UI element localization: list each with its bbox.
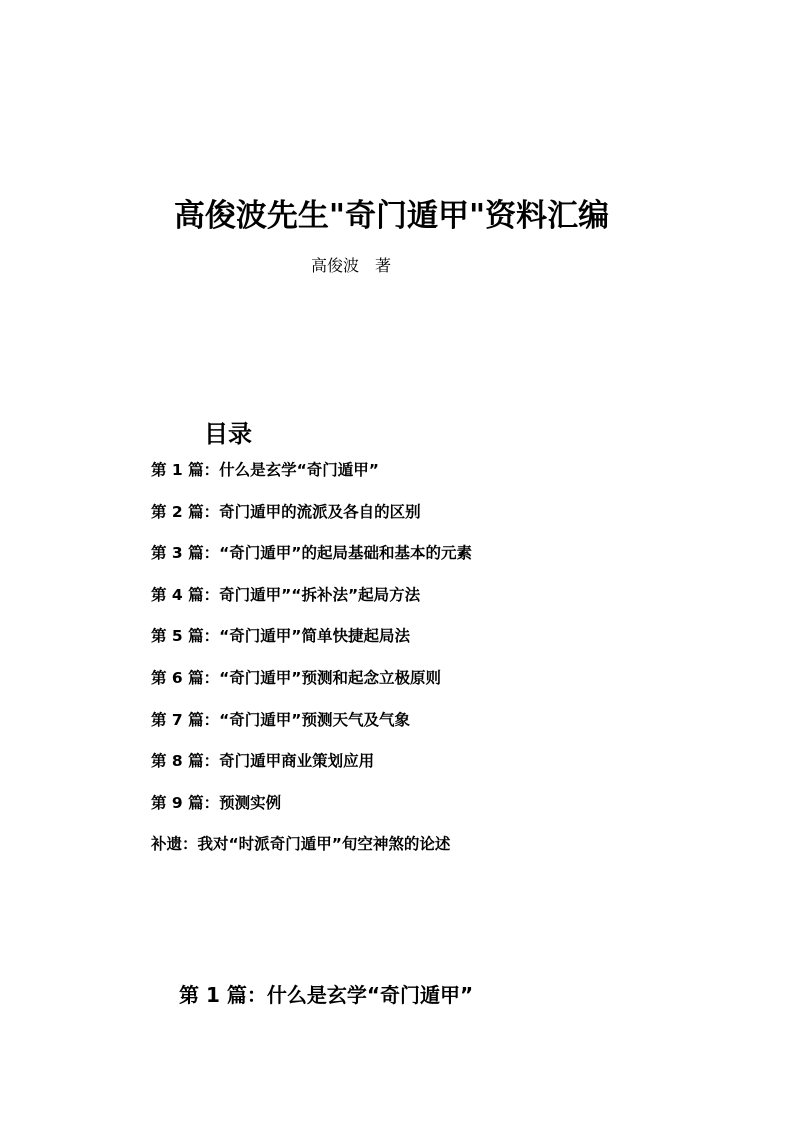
toc-item-5[interactable]: 第 5 篇：“奇门遁甲”简单快捷起局法 [151, 627, 410, 646]
toc-item-6[interactable]: 第 6 篇：“奇门遁甲”预测和起念立极原则 [151, 668, 441, 687]
toc-item-7[interactable]: 第 7 篇：“奇门遁甲”预测天气及气象 [151, 710, 410, 729]
document-title: 高俊波先生"奇门遁甲"资料汇编 [173, 198, 610, 234]
table-of-contents [151, 461, 472, 877]
toc-item-3[interactable]: 第 3 篇：“奇门遁甲”的起局基础和基本的元素 [151, 544, 472, 563]
toc-item-8[interactable]: 第 8 篇：奇门遁甲商业策划应用 [151, 752, 375, 771]
document-author: 高俊波 著 [311, 256, 392, 275]
toc-heading: 目录 [204, 420, 252, 448]
toc-item-1[interactable]: 第 1 篇：什么是玄学“奇门遁甲” [151, 461, 379, 479]
toc-item-2[interactable]: 第 2 篇：奇门遁甲的流派及各自的区别 [151, 502, 421, 521]
section-heading: 第 1 篇：什么是玄学“奇门遁甲” [179, 983, 474, 1007]
toc-item-supplement[interactable]: 补遗：我对“时派奇门遁甲”旬空神煞的论述 [151, 835, 451, 854]
toc-item-9[interactable]: 第 9 篇：预测实例 [151, 793, 282, 812]
toc-item-4[interactable]: 第 4 篇：奇门遁甲”“拆补法”起局方法 [151, 585, 421, 604]
